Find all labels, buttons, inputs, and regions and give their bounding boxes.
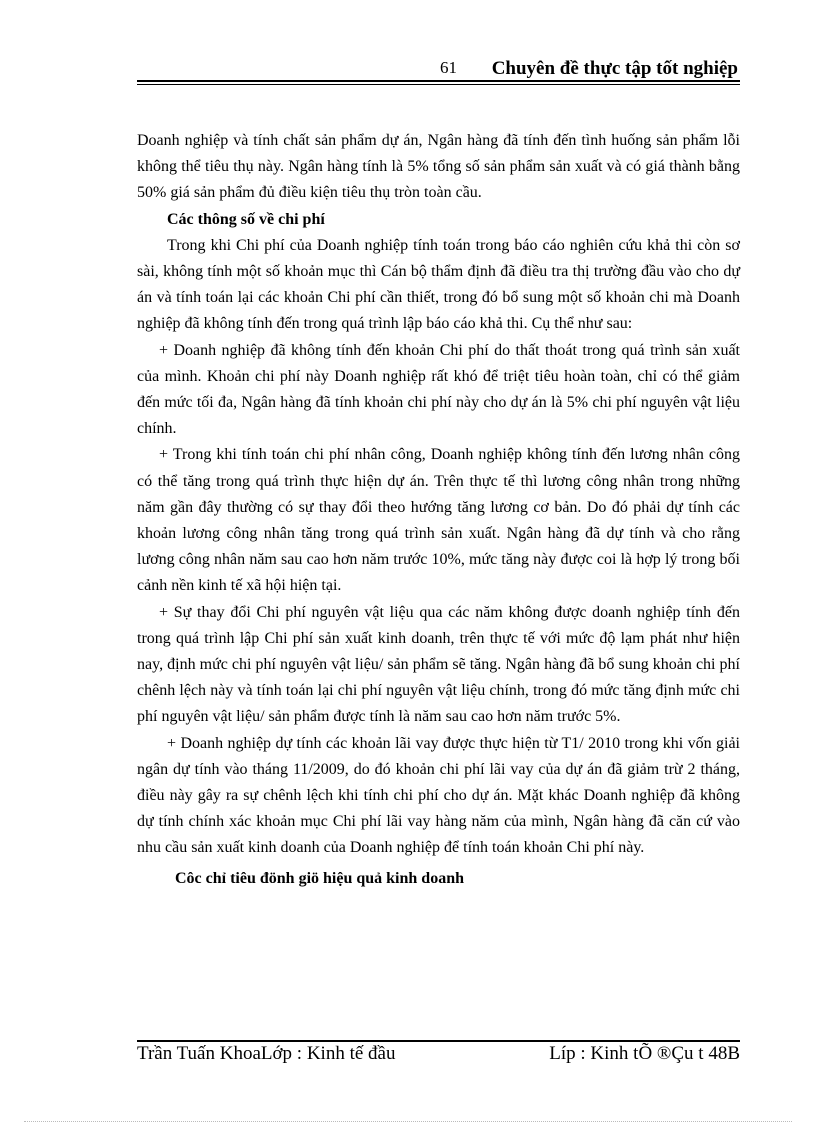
paragraph-material-cost: + Sự thay đổi Chi phí nguyên vật liệu qua các năm không được doanh nghiệp tính đến trong quá trình lập Chi phí sản xuất kinh doanh, trên thực tế với mức độ lạm phát như hiện nay, định mức chi phí nguyên vật liệu/ sản phẩm sẽ tăng. Ngân hàng đã bổ sung khoản chi phí chênh lệch này và tính toán lại chi phí nguyên vật liệu chính, trong đó mức tăng định mức chi phí nguyên vật liệu/ sản phẩm được tính là năm sau cao hơn năm trước 5%. — [137, 603, 740, 726]
page-number: 61 — [440, 58, 457, 77]
header-rule-thin — [137, 84, 740, 85]
page-header — [137, 54, 740, 82]
section-heading-indicators: Côc chỉ tiêu đönh giö hiệu quả kinh doanh — [175, 869, 464, 887]
header-rule — [137, 80, 740, 82]
paragraph-costs-overview: Trong khi Chi phí của Doanh nghiệp tính toán trong báo cáo nghiên cứu khả thi còn sơ sài, không tính một số khoản mục thì Cán bộ thẩm định đã điều tra thị trường đầu vào cho dự án và tính toán lại các khoản Chi phí cần thiết, trong đó bổ sung một số khoản chi mà Doanh nghiệp đã không tính đến trong quá trình lập báo cáo khả thi. Cụ thể như sau: — [137, 236, 740, 333]
page-edge-dotted-line — [24, 1121, 792, 1122]
footer-class: Líp : Kinh tÕ ®Çu t 48B — [549, 1043, 740, 1064]
paragraph-interest-cost: + Doanh nghiệp dự tính các khoản lãi vay được thực hiện từ T1/ 2010 trong khi vốn giải ngân dự tính vào tháng 11/2009, do đó khoản chi phí lãi vay của dự án đã giảm trừ 2 tháng, điều này gây ra sự chênh lệch khi tính chi phí cho dự án. Mặt khác Doanh nghiệp đã không dự tính chính xác khoản mục Chi phí lãi vay hàng năm của mình, Ngân hàng đã căn cứ vào nhu cầu sản xuất kinh doanh của Doanh nghiệp để tính toán khoản Chi phí này. — [137, 734, 740, 857]
document-body — [137, 128, 740, 892]
header-title: Chuyên đề thực tập tốt nghiệp — [491, 58, 738, 79]
paragraph-labor-cost: + Trong khi tính toán chi phí nhân công, Doanh nghiệp không tính đến lương nhân công có thể tăng trong quá trình thực hiện dự án. Trên thực tế thì lương công nhân trong những năm gần đây thường có sự thay đổi theo hướng tăng lương cơ bản. Do đó phải dự tính các khoản lương công nhân tăng trong quá trình sản xuất. Ngân hàng đã dự tính và cho rằng lương công nhân năm sau cao hơn năm trước 10%, mức tăng này được coi là hợp lý trong bối cảnh nền kinh tế xã hội hiện tại. — [137, 446, 740, 595]
paragraph-loss-cost: + Doanh nghiệp đã không tính đến khoản Chi phí do thất thoát trong quá trình sản xuất của mình. Khoản chi phí này Doanh nghiệp rất khó để triệt tiêu hoàn toàn, chỉ có thể giảm đến mức tối đa, Ngân hàng đã tính khoản chi phí này cho dự án là 5% chi phí nguyên vật liệu chính. — [137, 341, 740, 438]
paragraph-intro: Doanh nghiệp và tính chất sản phẩm dự án, Ngân hàng đã tính đến tình huống sản phẩm lỗi không thể tiêu thụ này. Ngân hàng tính là 5% tổng số sản phẩm sản xuất và có giá thành bằng 50% giá sản phẩm đủ điều kiện tiêu thụ tròn toàn cầu. — [137, 132, 740, 202]
footer-author: Trần Tuấn KhoaLớp : Kinh tế đầu — [137, 1043, 396, 1064]
section-heading-costs: Các thông số về chi phí — [167, 210, 325, 228]
page-footer — [137, 1041, 740, 1071]
